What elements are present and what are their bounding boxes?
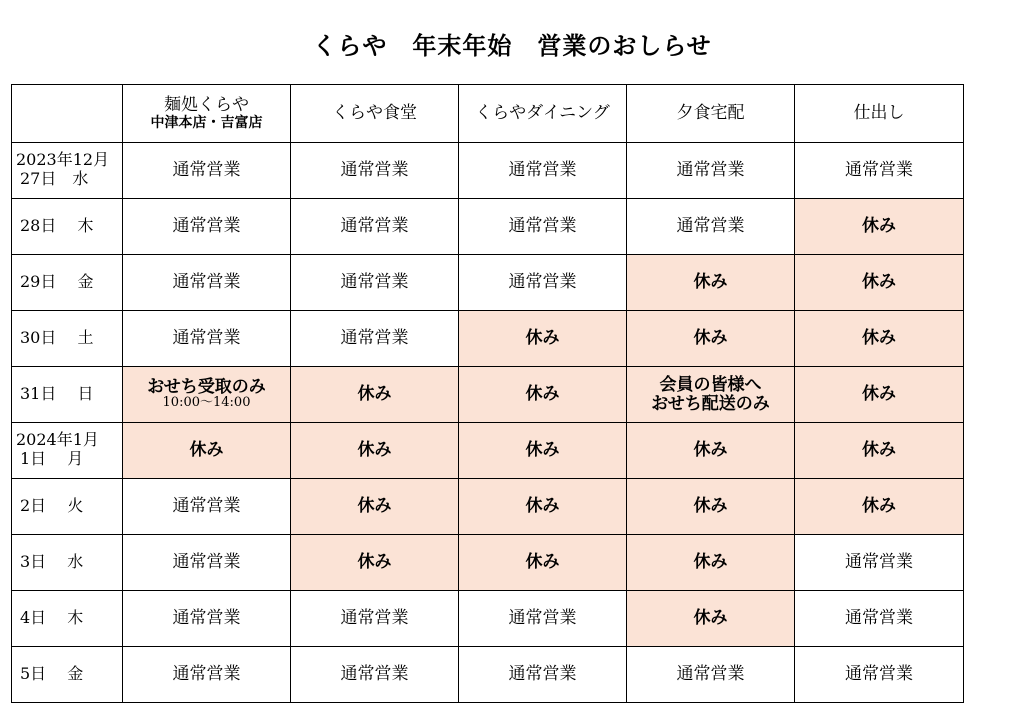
status-cell-open <box>123 143 291 199</box>
status-cell-open <box>123 591 291 647</box>
status-cell-closed <box>459 311 627 367</box>
date-cell <box>12 255 123 311</box>
status-cell-open <box>123 535 291 591</box>
status-cell-open <box>123 311 291 367</box>
date-year-month: 2024年1月 <box>16 429 99 449</box>
table-row <box>12 647 964 703</box>
status-cell-open <box>627 143 795 199</box>
status-text: 通常営業 <box>340 160 409 181</box>
status-text: 通常営業 <box>172 272 241 293</box>
status-text: 休み <box>862 496 896 517</box>
status-text: 休み <box>693 608 728 629</box>
status-text: 休み <box>525 440 560 461</box>
status-text: 休み <box>862 440 896 461</box>
status-text: 通常営業 <box>508 664 577 685</box>
date-cell <box>12 199 123 255</box>
status-text: 会員の皆様へ <box>659 374 762 395</box>
status-text: 通常営業 <box>508 216 577 237</box>
header-row <box>12 85 964 143</box>
status-text: 通常営業 <box>845 552 913 573</box>
status-text: 休み <box>189 440 224 461</box>
status-cell-open <box>291 647 459 703</box>
status-cell-open <box>627 647 795 703</box>
status-text: 休み <box>525 496 560 517</box>
status-text-line2: おせち配送のみ <box>651 393 770 414</box>
status-text: 通常営業 <box>676 160 745 181</box>
status-cell-closed <box>627 423 795 479</box>
date-cell <box>12 311 123 367</box>
status-text: 通常営業 <box>508 160 577 181</box>
status-cell-closed <box>459 367 627 423</box>
status-cell-closed <box>291 423 459 479</box>
status-text: 休み <box>525 328 560 349</box>
status-text: 休み <box>357 384 392 405</box>
header-catering <box>795 85 964 143</box>
status-text: 休み <box>693 496 728 517</box>
status-text: 通常営業 <box>172 608 241 629</box>
status-text: 通常営業 <box>676 664 745 685</box>
status-text: 休み <box>357 552 392 573</box>
status-cell-open <box>627 199 795 255</box>
table-row <box>12 255 964 311</box>
status-text: 休み <box>693 272 728 293</box>
status-cell-open <box>459 199 627 255</box>
date-cell <box>12 535 123 591</box>
status-cell-open <box>123 479 291 535</box>
date-day-weekday: 1日 月 <box>20 449 84 469</box>
status-text: 通常営業 <box>340 328 409 349</box>
status-cell-closed <box>795 423 964 479</box>
status-cell-closed <box>627 367 795 423</box>
status-cell-closed <box>627 255 795 311</box>
status-cell-open <box>459 591 627 647</box>
status-cell-closed <box>459 423 627 479</box>
status-cell-closed <box>627 479 795 535</box>
status-cell-closed <box>459 535 627 591</box>
date-day-weekday: 3日 水 <box>20 552 84 572</box>
status-cell-closed <box>627 535 795 591</box>
status-cell-closed <box>627 591 795 647</box>
status-cell-open <box>459 143 627 199</box>
header-kuraya-dining <box>459 85 627 143</box>
status-text: 休み <box>693 440 728 461</box>
status-text: 休み <box>862 272 896 293</box>
header-main-label: 夕食宅配 <box>676 102 745 123</box>
status-time-range: 10:00～14:00 <box>162 395 251 411</box>
table-row <box>12 367 964 423</box>
status-text: 休み <box>357 440 392 461</box>
status-text: 休み <box>862 384 896 405</box>
status-cell-open <box>291 591 459 647</box>
status-cell-closed <box>123 367 291 423</box>
status-cell-closed <box>627 311 795 367</box>
status-cell-closed <box>291 367 459 423</box>
status-cell-closed <box>459 479 627 535</box>
status-text: 通常営業 <box>172 328 241 349</box>
status-cell-open <box>291 311 459 367</box>
status-cell-open <box>291 143 459 199</box>
status-text: 通常営業 <box>676 216 745 237</box>
table-row <box>12 423 964 479</box>
date-cell <box>12 367 123 423</box>
status-cell-open <box>795 535 964 591</box>
status-cell-open <box>123 255 291 311</box>
status-text: 休み <box>357 496 392 517</box>
status-cell-open <box>123 647 291 703</box>
status-text: 通常営業 <box>340 272 409 293</box>
header-main-label: 仕出し <box>853 102 905 123</box>
header-kuraya-shokudo <box>291 85 459 143</box>
header-main-label: 麺処くらや <box>164 94 249 115</box>
schedule-body <box>12 143 964 703</box>
date-cell <box>12 591 123 647</box>
date-day-weekday: 30日 土 <box>20 328 94 348</box>
date-day-weekday: 28日 木 <box>20 216 94 236</box>
table-row <box>12 535 964 591</box>
status-cell-closed <box>123 423 291 479</box>
page-title: くらや 年末年始 営業のおしらせ <box>312 31 712 60</box>
date-year-month: 2023年12月 <box>16 149 110 169</box>
status-text: 通常営業 <box>508 608 577 629</box>
status-cell-open <box>459 647 627 703</box>
status-cell-closed <box>795 199 964 255</box>
status-text: 休み <box>693 552 728 573</box>
date-day-weekday: 31日 日 <box>20 384 94 404</box>
header-main-label: くらや食堂 <box>332 102 417 123</box>
status-text: 休み <box>862 216 896 237</box>
status-text: 通常営業 <box>508 272 577 293</box>
status-text: 通常営業 <box>340 664 409 685</box>
status-text: おせち受取のみ <box>147 376 266 397</box>
date-day-weekday: 5日 金 <box>20 664 84 684</box>
status-text: 休み <box>862 328 896 349</box>
status-cell-closed <box>795 367 964 423</box>
status-text: 休み <box>693 328 728 349</box>
date-day-weekday: 4日 木 <box>20 608 84 628</box>
status-cell-closed <box>795 311 964 367</box>
status-cell-closed <box>291 535 459 591</box>
status-text: 通常営業 <box>172 552 241 573</box>
status-cell-open <box>795 591 964 647</box>
status-cell-open <box>795 143 964 199</box>
status-text: 通常営業 <box>845 160 913 181</box>
date-day-weekday: 27日 水 <box>20 169 89 189</box>
date-day-weekday: 29日 金 <box>20 272 94 292</box>
status-text: 通常営業 <box>172 496 241 517</box>
header-menya-kuraya <box>123 85 291 143</box>
status-cell-closed <box>291 479 459 535</box>
status-text: 通常営業 <box>340 216 409 237</box>
status-text: 通常営業 <box>845 608 913 629</box>
status-text: 休み <box>525 384 560 405</box>
status-text: 通常営業 <box>172 216 241 237</box>
status-text: 休み <box>525 552 560 573</box>
header-sub-label: 中津本店・吉富店 <box>150 115 263 132</box>
date-cell <box>12 143 123 199</box>
header-main-label: くらやダイニング <box>475 102 610 123</box>
status-cell-open <box>291 199 459 255</box>
table-row <box>12 591 964 647</box>
table-row <box>12 143 964 199</box>
header-corner <box>12 85 123 143</box>
status-cell-closed <box>795 255 964 311</box>
table-row <box>12 199 964 255</box>
date-cell <box>12 647 123 703</box>
status-text: 通常営業 <box>172 664 241 685</box>
date-cell <box>12 423 123 479</box>
status-text: 通常営業 <box>845 664 913 685</box>
date-cell <box>12 479 123 535</box>
table-row <box>12 311 964 367</box>
schedule-table <box>11 84 964 703</box>
status-text: 通常営業 <box>172 160 241 181</box>
status-cell-open <box>123 199 291 255</box>
status-cell-open <box>291 255 459 311</box>
status-cell-closed <box>795 479 964 535</box>
status-text: 通常営業 <box>340 608 409 629</box>
header-dinner-delivery <box>627 85 795 143</box>
status-cell-open <box>459 255 627 311</box>
table-row <box>12 479 964 535</box>
date-day-weekday: 2日 火 <box>20 496 84 516</box>
status-cell-open <box>795 647 964 703</box>
